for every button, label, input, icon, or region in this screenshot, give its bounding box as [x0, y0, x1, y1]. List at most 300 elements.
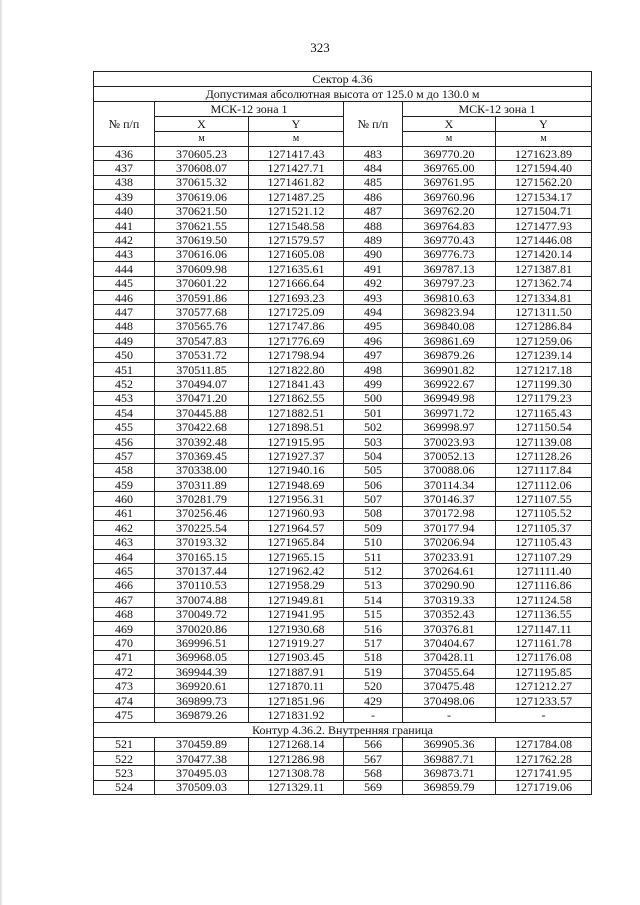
table-cell: 370088.06 — [403, 463, 496, 477]
table-cell: 1271477.93 — [496, 218, 592, 232]
header-num-right: № п/п — [344, 102, 403, 147]
table-row — [94, 290, 592, 304]
table-row — [94, 319, 592, 333]
table-cell: 370616.06 — [155, 247, 249, 261]
table-row — [94, 708, 592, 722]
table-cell: 487 — [344, 204, 403, 218]
table-cell: 459 — [94, 477, 155, 491]
table-cell: 456 — [94, 434, 155, 448]
table-row — [94, 420, 592, 434]
table-cell: 1271268.14 — [249, 737, 344, 751]
table-cell: 369859.79 — [403, 780, 496, 794]
table-cell: 522 — [94, 752, 155, 766]
table-cell: 370509.03 — [155, 780, 249, 794]
table-cell: 508 — [344, 506, 403, 520]
table-cell: 370619.06 — [155, 190, 249, 204]
table-cell: 369879.26 — [155, 708, 249, 722]
table-cell: 451 — [94, 362, 155, 376]
table-cell: 441 — [94, 218, 155, 232]
table-cell: 370023.93 — [403, 434, 496, 448]
table-cell: 450 — [94, 348, 155, 362]
table-row — [94, 780, 592, 794]
sector-title: Сектор 4.36 — [94, 72, 592, 87]
header-x-left: X — [155, 117, 249, 132]
table-cell: 510 — [344, 535, 403, 549]
table-cell: 1271461.82 — [249, 175, 344, 189]
table-cell: 1271179.23 — [496, 391, 592, 405]
table-row — [94, 190, 592, 204]
table-cell: 1271887.91 — [249, 665, 344, 679]
table-row — [94, 679, 592, 693]
table-cell: 1271822.80 — [249, 362, 344, 376]
table-row — [94, 147, 592, 161]
table-cell: 1271147.11 — [496, 621, 592, 635]
table-cell: 370619.50 — [155, 233, 249, 247]
table-cell: 1271286.84 — [496, 319, 592, 333]
table-cell: 370565.76 — [155, 319, 249, 333]
table-row — [94, 766, 592, 780]
table-row — [94, 665, 592, 679]
table-cell: 488 — [344, 218, 403, 232]
table-cell: 369998.97 — [403, 420, 496, 434]
table-cell: 516 — [344, 621, 403, 635]
table-cell: 369899.73 — [155, 693, 249, 707]
table-cell: 370615.32 — [155, 175, 249, 189]
table-cell: 1271841.43 — [249, 377, 344, 391]
table-cell: 370621.55 — [155, 218, 249, 232]
table-row — [94, 535, 592, 549]
table-cell: 461 — [94, 506, 155, 520]
table-cell: 496 — [344, 334, 403, 348]
table-cell: 370146.37 — [403, 492, 496, 506]
table-cell: 370609.98 — [155, 262, 249, 276]
table-cell: 370114.34 — [403, 477, 496, 491]
table-row — [94, 406, 592, 420]
table-cell: 1271831.92 — [249, 708, 344, 722]
table-cell: 1271719.06 — [496, 780, 592, 794]
table-cell: 1271741.95 — [496, 766, 592, 780]
table-cell: 370495.03 — [155, 766, 249, 780]
table-cell: 370233.91 — [403, 549, 496, 563]
table-cell: 1271446.08 — [496, 233, 592, 247]
table-cell: 1271387.81 — [496, 262, 592, 276]
table-cell: 483 — [344, 147, 403, 161]
table-cell: 464 — [94, 549, 155, 563]
table-cell: 370052.13 — [403, 449, 496, 463]
table-cell: 1271693.23 — [249, 290, 344, 304]
table-cell: 494 — [344, 305, 403, 319]
table-cell: 369765.00 — [403, 161, 496, 175]
table-cell: 1271579.57 — [249, 233, 344, 247]
unit-y-left: м — [249, 132, 344, 147]
table-cell: 1271958.29 — [249, 578, 344, 592]
table-row — [94, 650, 592, 664]
table-cell: 369949.98 — [403, 391, 496, 405]
table-row — [94, 506, 592, 520]
table-cell: 369901.82 — [403, 362, 496, 376]
table-cell: 475 — [94, 708, 155, 722]
table-cell: 517 — [344, 636, 403, 650]
table-cell: 484 — [344, 161, 403, 175]
table-cell: 1271965.15 — [249, 549, 344, 563]
table-row — [94, 621, 592, 635]
table-cell: 370074.88 — [155, 593, 249, 607]
table-cell: 1271949.81 — [249, 593, 344, 607]
table-row — [94, 636, 592, 650]
table-cell: 469 — [94, 621, 155, 635]
table-row — [94, 233, 592, 247]
table-cell: 569 — [344, 780, 403, 794]
table-cell: 448 — [94, 319, 155, 333]
table-cell: 1271962.42 — [249, 564, 344, 578]
table-cell: 370137.44 — [155, 564, 249, 578]
table-cell: 369770.20 — [403, 147, 496, 161]
table-cell: 1271311.50 — [496, 305, 592, 319]
header-x-right: X — [403, 117, 496, 132]
table-cell: 485 — [344, 175, 403, 189]
table-cell: 370225.54 — [155, 521, 249, 535]
table-cell: 370165.15 — [155, 549, 249, 563]
table-cell: 505 — [344, 463, 403, 477]
table-cell: 1271605.08 — [249, 247, 344, 261]
table-cell: 495 — [344, 319, 403, 333]
table-cell: 499 — [344, 377, 403, 391]
table-cell: 457 — [94, 449, 155, 463]
table-cell: 1271105.43 — [496, 535, 592, 549]
table-cell: 1271105.37 — [496, 521, 592, 535]
table-cell: 1271417.43 — [249, 147, 344, 161]
table-cell: 1271851.96 — [249, 693, 344, 707]
table-cell: 514 — [344, 593, 403, 607]
table-cell: 500 — [344, 391, 403, 405]
table-cell: 466 — [94, 578, 155, 592]
table-cell: 370601.22 — [155, 276, 249, 290]
table-cell: 519 — [344, 665, 403, 679]
table-cell: 447 — [94, 305, 155, 319]
table-cell: 369922.67 — [403, 377, 496, 391]
table-cell: 1271964.57 — [249, 521, 344, 535]
contour-title-row — [94, 722, 592, 737]
unit-x-left: м — [155, 132, 249, 147]
table-cell: 520 — [344, 679, 403, 693]
table-cell: 1271487.25 — [249, 190, 344, 204]
table-cell: 369840.08 — [403, 319, 496, 333]
table-cell: 369873.71 — [403, 766, 496, 780]
table-cell: 369968.05 — [155, 650, 249, 664]
table-cell: 444 — [94, 262, 155, 276]
table-cell: 1271217.18 — [496, 362, 592, 376]
table-cell: 369797.23 — [403, 276, 496, 290]
table-cell: 369823.94 — [403, 305, 496, 319]
table-cell: 369760.96 — [403, 190, 496, 204]
table-cell: 370049.72 — [155, 607, 249, 621]
table-cell: 436 — [94, 147, 155, 161]
table-cell: 369770.43 — [403, 233, 496, 247]
table-cell: 1271548.58 — [249, 218, 344, 232]
table-cell: 369762.20 — [403, 204, 496, 218]
table-cell: 369905.36 — [403, 737, 496, 751]
table-cell: 1271259.06 — [496, 334, 592, 348]
table-cell: 454 — [94, 406, 155, 420]
table-cell: 1271903.45 — [249, 650, 344, 664]
table-cell: 370608.07 — [155, 161, 249, 175]
table-row — [94, 737, 592, 751]
table-cell: 1271199.30 — [496, 377, 592, 391]
table-cell: 1271150.54 — [496, 420, 592, 434]
table-cell: 369764.83 — [403, 218, 496, 232]
table-cell: 503 — [344, 434, 403, 448]
table-cell: 518 — [344, 650, 403, 664]
table-cell: 1271666.64 — [249, 276, 344, 290]
table-cell: 370206.94 — [403, 535, 496, 549]
table-cell: 369887.71 — [403, 752, 496, 766]
table-row — [94, 391, 592, 405]
table-cell: 1271798.94 — [249, 348, 344, 362]
table-cell: 1271521.12 — [249, 204, 344, 218]
table-cell: - — [403, 708, 496, 722]
coordinates-table — [93, 71, 592, 795]
table-cell: 1271136.55 — [496, 607, 592, 621]
table-cell: 370319.33 — [403, 593, 496, 607]
table-cell: 1271915.95 — [249, 434, 344, 448]
height-range: Допустимая абсолютная высота от 125.0 м до 130.0 м — [94, 87, 592, 102]
table-cell: 1271117.84 — [496, 463, 592, 477]
table-cell: 501 — [344, 406, 403, 420]
table-cell: 370369.45 — [155, 449, 249, 463]
table-cell: 370422.68 — [155, 420, 249, 434]
table-cell: 370605.23 — [155, 147, 249, 161]
table-cell: 1271930.68 — [249, 621, 344, 635]
table-cell: 370475.48 — [403, 679, 496, 693]
table-cell: 370591.86 — [155, 290, 249, 304]
table-cell: 1271784.08 — [496, 737, 592, 751]
table-row — [94, 262, 592, 276]
table-row — [94, 593, 592, 607]
table-cell: 492 — [344, 276, 403, 290]
table-cell: 370110.53 — [155, 578, 249, 592]
contour-title: Контур 4.36.2. Внутренняя граница — [94, 722, 592, 737]
table-cell: 439 — [94, 190, 155, 204]
table-cell: 1271139.08 — [496, 434, 592, 448]
table-cell: 468 — [94, 607, 155, 621]
table-cell: 1271116.86 — [496, 578, 592, 592]
table-cell: 1271427.71 — [249, 161, 344, 175]
table-cell: 460 — [94, 492, 155, 506]
table-cell: 1271124.58 — [496, 593, 592, 607]
table-cell: 524 — [94, 780, 155, 794]
table-cell: 1271329.11 — [249, 780, 344, 794]
table-cell: 1271927.37 — [249, 449, 344, 463]
header-y-right: Y — [496, 117, 592, 132]
table-cell: 1271747.86 — [249, 319, 344, 333]
table-cell: 370471.20 — [155, 391, 249, 405]
table-cell: 370404.67 — [403, 636, 496, 650]
table-cell: 370352.43 — [403, 607, 496, 621]
header-num-left: № п/п — [94, 102, 155, 147]
table-cell: 1271107.29 — [496, 549, 592, 563]
table-row — [94, 449, 592, 463]
table-cell: 509 — [344, 521, 403, 535]
table-cell: 471 — [94, 650, 155, 664]
table-cell: 370376.81 — [403, 621, 496, 635]
table-cell: 370445.88 — [155, 406, 249, 420]
table-cell: 1271882.51 — [249, 406, 344, 420]
table-cell: 1271635.61 — [249, 262, 344, 276]
table-cell: - — [496, 708, 592, 722]
table-row — [94, 348, 592, 362]
table-cell: 370547.83 — [155, 334, 249, 348]
table-cell: 369920.61 — [155, 679, 249, 693]
table-cell: 491 — [344, 262, 403, 276]
unit-x-right: м — [403, 132, 496, 147]
table-cell: 489 — [344, 233, 403, 247]
table-cell: 1271776.69 — [249, 334, 344, 348]
scan-edge-shadow — [0, 0, 3, 905]
table-cell: 1271112.06 — [496, 477, 592, 491]
table-cell: 566 — [344, 737, 403, 751]
table-cell: 1271107.55 — [496, 492, 592, 506]
table-cell: 1271965.84 — [249, 535, 344, 549]
table-cell: 370477.38 — [155, 752, 249, 766]
table-cell: 1271128.26 — [496, 449, 592, 463]
table-cell: 1271956.31 — [249, 492, 344, 506]
table-row — [94, 334, 592, 348]
table-cell: 506 — [344, 477, 403, 491]
table-row — [94, 276, 592, 290]
table-cell: 445 — [94, 276, 155, 290]
table-cell: 370455.64 — [403, 665, 496, 679]
table-cell: 567 — [344, 752, 403, 766]
table-cell: 429 — [344, 693, 403, 707]
table-cell: 369996.51 — [155, 636, 249, 650]
table-cell: 440 — [94, 204, 155, 218]
table-cell: 1271161.78 — [496, 636, 592, 650]
table-cell: 1271941.95 — [249, 607, 344, 621]
table-cell: 1271420.14 — [496, 247, 592, 261]
table-cell: 452 — [94, 377, 155, 391]
table-cell: 453 — [94, 391, 155, 405]
table-cell: 1271105.52 — [496, 506, 592, 520]
table-row — [94, 564, 592, 578]
table-cell: 370428.11 — [403, 650, 496, 664]
table-row — [94, 175, 592, 189]
table-cell: 370264.61 — [403, 564, 496, 578]
table-cell: 370494.07 — [155, 377, 249, 391]
table-cell: 474 — [94, 693, 155, 707]
table-cell: 511 — [344, 549, 403, 563]
table-cell: 370177.94 — [403, 521, 496, 535]
page-number: 323 — [310, 40, 330, 55]
table-cell: 370281.79 — [155, 492, 249, 506]
header-system-left: МСК-12 зона 1 — [155, 102, 344, 117]
table-cell: - — [344, 708, 403, 722]
table-cell: 446 — [94, 290, 155, 304]
table-cell: 568 — [344, 766, 403, 780]
table-row — [94, 463, 592, 477]
table-cell: 493 — [344, 290, 403, 304]
table-cell: 370392.48 — [155, 434, 249, 448]
table-cell: 497 — [344, 348, 403, 362]
table-cell: 1271111.40 — [496, 564, 592, 578]
table-cell: 370020.86 — [155, 621, 249, 635]
table-row — [94, 607, 592, 621]
table-cell: 1271195.85 — [496, 665, 592, 679]
table-cell: 1271898.51 — [249, 420, 344, 434]
table-cell: 486 — [344, 190, 403, 204]
table-cell: 370193.32 — [155, 535, 249, 549]
table-row — [94, 377, 592, 391]
table-cell: 462 — [94, 521, 155, 535]
table-cell: 521 — [94, 737, 155, 751]
table-row — [94, 521, 592, 535]
table-cell: 1271940.16 — [249, 463, 344, 477]
table-cell: 370338.00 — [155, 463, 249, 477]
table-cell: 369879.26 — [403, 348, 496, 362]
header-system-right: МСК-12 зона 1 — [403, 102, 592, 117]
table-cell: 512 — [344, 564, 403, 578]
table-row — [94, 477, 592, 491]
table-cell: 1271239.14 — [496, 348, 592, 362]
header-y-left: Y — [249, 117, 344, 132]
table-cell: 507 — [344, 492, 403, 506]
table-cell: 369761.95 — [403, 175, 496, 189]
table-row — [94, 362, 592, 376]
table-cell: 370459.89 — [155, 737, 249, 751]
table-cell: 470 — [94, 636, 155, 650]
table-cell: 1271562.20 — [496, 175, 592, 189]
table-cell: 473 — [94, 679, 155, 693]
table-cell: 370290.90 — [403, 578, 496, 592]
table-cell: 370311.89 — [155, 477, 249, 491]
table-cell: 370531.72 — [155, 348, 249, 362]
table-cell: 463 — [94, 535, 155, 549]
table-cell: 1271233.57 — [496, 693, 592, 707]
table-row — [94, 247, 592, 261]
table-cell: 1271286.98 — [249, 752, 344, 766]
table-cell: 504 — [344, 449, 403, 463]
unit-y-right: м — [496, 132, 592, 147]
table-cell: 1271948.69 — [249, 477, 344, 491]
table-row — [94, 752, 592, 766]
table-cell: 449 — [94, 334, 155, 348]
table-cell: 490 — [344, 247, 403, 261]
table-row — [94, 204, 592, 218]
table-cell: 1271334.81 — [496, 290, 592, 304]
table-cell: 369971.72 — [403, 406, 496, 420]
table-cell: 370577.68 — [155, 305, 249, 319]
table-row — [94, 578, 592, 592]
table-cell: 370172.98 — [403, 506, 496, 520]
table-cell: 1271504.71 — [496, 204, 592, 218]
table-cell: 1271862.55 — [249, 391, 344, 405]
table-row — [94, 549, 592, 563]
table-cell: 369776.73 — [403, 247, 496, 261]
table-row — [94, 218, 592, 232]
table-cell: 1271308.78 — [249, 766, 344, 780]
table-cell: 369861.69 — [403, 334, 496, 348]
table-row — [94, 693, 592, 707]
table-cell: 438 — [94, 175, 155, 189]
table-cell: 502 — [344, 420, 403, 434]
table-cell: 1271362.74 — [496, 276, 592, 290]
table-cell: 370498.06 — [403, 693, 496, 707]
table-cell: 1271623.89 — [496, 147, 592, 161]
table-row — [94, 161, 592, 175]
table-cell: 1271594.40 — [496, 161, 592, 175]
table-cell: 458 — [94, 463, 155, 477]
table-cell: 515 — [344, 607, 403, 621]
table-cell: 1271534.17 — [496, 190, 592, 204]
